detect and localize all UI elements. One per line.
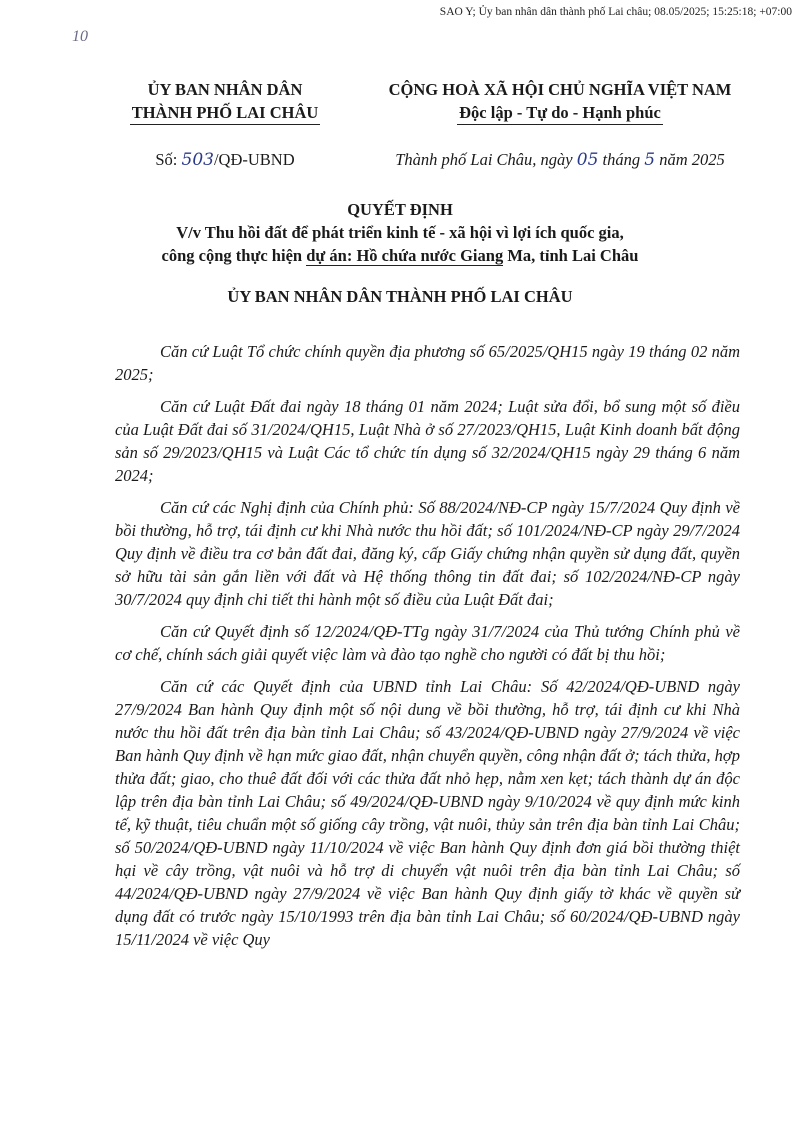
doc-number-handwritten: 503	[181, 150, 214, 170]
subject-part-a: công cộng thực hiện	[161, 246, 307, 265]
legal-basis-paragraph: Căn cứ Luật Đất đai ngày 18 tháng 01 năm 2024; Luật sửa đổi, bổ sung một số điều của Luật Đất đai số 31/2024/QH15, Luật Nhà ở số 27/2023/QH15, Luật Kinh doanh bất động sản số 29/2023/QH15 và Luật Các tổ chức tín dụng số 32/2024/QH15 ngày 29 tháng 6 năm 2024;	[115, 397, 740, 485]
agency-line-1: ỦY BAN NHÂN DÂN	[147, 80, 303, 99]
doc-number-suffix: /QĐ-UBND	[213, 150, 295, 169]
agency-line-2: THÀNH PHỐ LAI CHÂU	[130, 101, 321, 125]
document-body	[115, 340, 740, 960]
national-title	[360, 78, 760, 125]
decision-heading: QUYẾT ĐỊNH	[347, 200, 453, 219]
date-month: 5	[644, 150, 656, 170]
issuing-agency	[110, 78, 340, 125]
decision-subject-line-2	[0, 244, 800, 267]
document-number	[110, 150, 340, 170]
handwritten-page-mark: 10	[72, 28, 88, 45]
legal-basis-paragraph: Căn cứ Quyết định số 12/2024/QĐ-TTg ngày 31/7/2024 của Thủ tướng Chính phủ về cơ chế, chính sách giải quyết việc làm và đào tạo nghề cho người có đất bị thu hồi;	[115, 622, 740, 664]
national-motto: Độc lập - Tự do - Hạnh phúc	[457, 101, 663, 125]
subject-part-c: Ma, tỉnh Lai Châu	[503, 246, 639, 265]
nation-line-1: CỘNG HOÀ XÃ HỘI CHỦ NGHĨA VIỆT NAM	[388, 80, 732, 99]
legal-basis-paragraph: Căn cứ các Nghị định của Chính phủ: Số 88/2024/NĐ-CP ngày 15/7/2024 Quy định về bồi thường, hỗ trợ, tái định cư khi Nhà nước thu hồi đất; số 101/2024/NĐ-CP ngày 29/7/2024 Quy định về điều tra cơ bản đất đai, đăng ký, cấp Giấy chứng nhận quyền sử dụng đất, quyền sở hữu tài sản gắn liền với đất và Hệ thống thông tin đất đai; số 102/2024/NĐ-CP ngày 30/7/2024 quy định chi tiết thi hành một số điều của Luật Đất đai;	[115, 498, 740, 609]
month-label: tháng	[598, 150, 645, 169]
digital-signature-stamp: SAO Y; Ủy ban nhân dân thành phố Lai châu; 08.05/2025; 15:25:18; +07:00	[439, 6, 792, 18]
decision-title	[0, 198, 800, 267]
decision-subject-line-1: V/v Thu hồi đất để phát triển kinh tế - xã hội vì lợi ích quốc gia,	[176, 223, 624, 242]
council-heading: ỦY BAN NHÂN DÂN THÀNH PHỐ LAI CHÂU	[227, 287, 573, 306]
doc-number-prefix: Số:	[155, 150, 182, 169]
year-label: năm 2025	[655, 150, 725, 169]
place-and-date	[360, 150, 760, 170]
legal-basis-paragraph: Căn cứ Luật Tổ chức chính quyền địa phương số 65/2025/QH15 ngày 19 tháng 02 năm 2025;	[115, 342, 740, 384]
subject-part-b: dự án: Hồ chứa nước Giang	[306, 246, 504, 265]
date-day: 05	[576, 150, 599, 170]
place-prefix: Thành phố Lai Châu, ngày	[395, 150, 577, 169]
legal-basis-paragraph: Căn cứ các Quyết định của UBND tỉnh Lai Châu: Số 42/2024/QĐ-UBND ngày 27/9/2024 Ban hành Quy định một số nội dung về bồi thường, hỗ trợ, tái định cư khi Nhà nước thu hồi đất trên địa bàn tỉnh Lai Châu; số 43/2024/QĐ-UBND ngày 27/9/2024 về việc Ban hành Quy định về hạn mức giao đất, nhận chuyển quyền, công nhận đất ở; tách thửa, hợp thửa đất; giao, cho thuê đất đối với các thửa đất nhỏ hẹp, nằm xen kẹt; tách thành dự án độc lập trên địa bàn tỉnh Lai Châu; số 49/2024/QĐ-UBND ngày 9/10/2024 về quy định mức kinh tế, kỹ thuật, tiêu chuẩn một số giống cây trồng, vật nuôi, thủy sản trên địa bàn tỉnh Lai Châu; số 50/2024/QĐ-UBND ngày 11/10/2024 về việc Ban hành Quy định đơn giá bồi thường thiệt hại về cây trồng, vật nuôi và hỗ trợ di chuyển vật nuôi trên địa bàn tỉnh Lai Châu; số 44/2024/QĐ-UBND ngày 27/9/2024 về việc Ban hành Quy định giấy tờ khác về quyền sử dụng đất có trước ngày 15/10/1993 trên địa bàn tỉnh Lai Châu; số 60/2024/QĐ-UBND ngày 15/11/2024 về việc Quy	[115, 677, 740, 949]
